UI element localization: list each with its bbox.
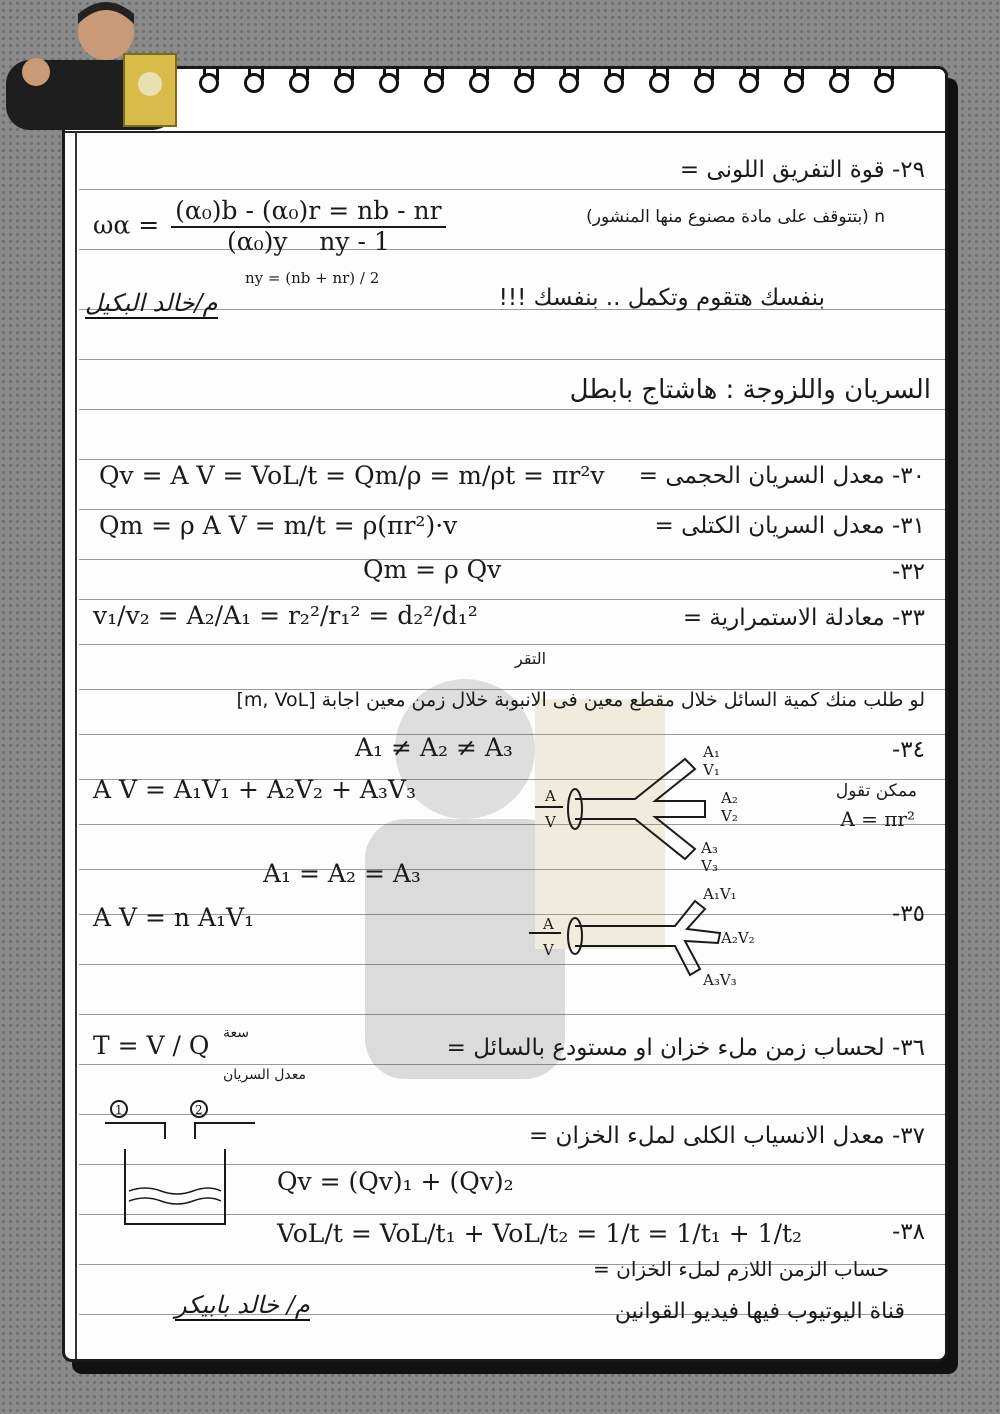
d34-in-a: A [545, 787, 556, 805]
law-37-formula: Qv = (Qv)₁ + (Qv)₂ [277, 1167, 514, 1196]
d35-in-a: A [543, 915, 554, 933]
binder-ring [784, 66, 802, 95]
rule-line [79, 559, 945, 560]
d34-in-v: V [545, 813, 556, 831]
law-29-numerator: (α₀)b - (α₀)r = nb - nr [171, 197, 445, 228]
law-29-omega: ωα = [93, 210, 160, 240]
rule-line [79, 599, 945, 600]
binder-ring [649, 66, 667, 95]
d35-in-v: V [543, 941, 554, 959]
d34-v1: V₁ [703, 761, 720, 779]
binder-ring [244, 66, 262, 95]
d34-a3: A₃ [701, 839, 718, 857]
rule-line [79, 409, 945, 410]
rule-line [79, 189, 945, 190]
law-34-note-2: A = πr² [840, 807, 915, 831]
binder-ring [604, 66, 622, 95]
quantity-hint: لو طلب منك كمية السائل خلال مقطع معين فى الانبوبة خلال زمن معين اجابة [m, VoL] [236, 689, 925, 711]
law-33-formula: v₁/v₂ = A₂/A₁ = r₂²/r₁² = d₂²/d₁² [93, 601, 478, 630]
binder-ring [289, 66, 307, 95]
rule-line [79, 1064, 945, 1065]
law-34-label: ٣٤- [891, 737, 925, 763]
youtube-channel-note: قناة اليوتيوب فيها فيديو القوانين [614, 1299, 905, 1324]
law-29-fraction [171, 197, 445, 257]
law-29-formula [93, 197, 450, 257]
motivation-text: بنفسك هتقوم وتكمل .. بنفسك !!! [498, 285, 825, 311]
margin-line [75, 131, 77, 1359]
law-36-q-label: معدل السريان [223, 1067, 307, 1083]
tank-diagram [95, 1099, 265, 1239]
d34-v2: V₂ [721, 807, 738, 825]
binder-ring [559, 66, 577, 95]
rule-line [79, 459, 945, 460]
law-38-formula: VoL/t = VoL/t₁ + VoL/t₂ = 1/t = 1/t₁ + 1/t₂ [277, 1219, 803, 1248]
law-34-note-1: ممكن تقول [835, 781, 917, 801]
law-29-mean: ny = (nb + nr) / 2 [245, 269, 380, 287]
law-31-formula: Qm = ρ A V = m/t = ρ(πr²)·v [99, 511, 458, 540]
rule-line [79, 359, 945, 360]
law-36-formula: T = V / Q [93, 1031, 210, 1060]
branch-pipe-diagram-35 [515, 881, 775, 991]
binder-ring [739, 66, 757, 95]
rule-line [79, 824, 945, 825]
law-34-condition: A₁ ≠ A₂ ≠ A₃ [355, 733, 513, 762]
law-38-label: ٣٨- [891, 1219, 925, 1245]
rule-line [79, 869, 945, 870]
binder-ring [379, 66, 397, 95]
rule-line [79, 509, 945, 510]
teacher-avatar [6, 0, 186, 130]
law-32-formula: Qm = ρ Qv [363, 555, 502, 584]
law-34-formula: A V = A₁V₁ + A₂V₂ + A₃V₃ [93, 775, 417, 804]
tank-inlet-2: 2 [195, 1103, 203, 1117]
signature-bottom: م/ خالد بابيكر [175, 1291, 310, 1319]
law-38-note: حساب الزمن اللازم لملء الخزان = [593, 1257, 889, 1281]
law-30-label: ٣٠- معدل السريان الحجمى = [638, 463, 925, 489]
rule-line [79, 964, 945, 965]
binder-ring [424, 66, 442, 95]
law-33-note: التقر [515, 649, 547, 668]
law-31-label: ٣١- معدل السريان الكتلى = [654, 513, 925, 539]
law-29-label: ٢٩- قوة التفريق اللونى = [679, 157, 925, 183]
law-29-denominator: (α₀)y [226, 226, 288, 256]
d34-a2: A₂ [721, 789, 738, 807]
binder-ring [334, 66, 352, 95]
law-35-condition: A₁ = A₂ = A₃ [263, 859, 421, 888]
law-29-denominators [223, 228, 394, 257]
binder-ring [874, 66, 892, 95]
binder-ring [199, 66, 217, 95]
signature-top: م/خالد البكيل [85, 289, 218, 317]
binder-ring [514, 66, 532, 95]
notebook-page [62, 66, 948, 1362]
d35-a1v1: A₁V₁ [703, 885, 737, 903]
law-29-ny: ny - 1 [319, 226, 390, 256]
binder-ring [829, 66, 847, 95]
law-30-formula: Qv = A V = VoL/t = Qm/ρ = m/ρt = πr²v [99, 461, 605, 490]
law-36-v-label: سعة [223, 1025, 249, 1041]
law-32-label: ٣٢- [891, 559, 925, 585]
section-title: السريان واللزوجة : هاشتاج بابطل [569, 375, 931, 405]
law-35-formula: A V = n A₁V₁ [93, 903, 255, 932]
rule-line [79, 1014, 945, 1015]
binder-ring [694, 66, 712, 95]
binding-strip [65, 69, 945, 133]
branch-pipe-diagram-34 [525, 739, 765, 889]
d34-v3: V₃ [701, 857, 718, 875]
law-37-label: ٣٧- معدل الانسياب الكلى لملء الخزان = [528, 1123, 925, 1149]
d34-a1: A₁ [703, 743, 720, 761]
law-33-label: ٣٣- معادلة الاستمرارية = [682, 605, 925, 631]
law-36-label: ٣٦- لحساب زمن ملء خزان او مستودع بالسائل = [446, 1035, 925, 1061]
law-35-label: ٣٥- [891, 901, 925, 927]
binder-ring [469, 66, 487, 95]
rule-line [79, 644, 945, 645]
law-29-note: n (بتتوقف على مادة مصنوع منها المنشور) [586, 207, 885, 227]
d35-a2v2: A₂V₂ [721, 929, 755, 947]
d35-a3v3: A₃V₃ [703, 971, 737, 989]
tank-inlet-1: 1 [115, 1103, 123, 1117]
